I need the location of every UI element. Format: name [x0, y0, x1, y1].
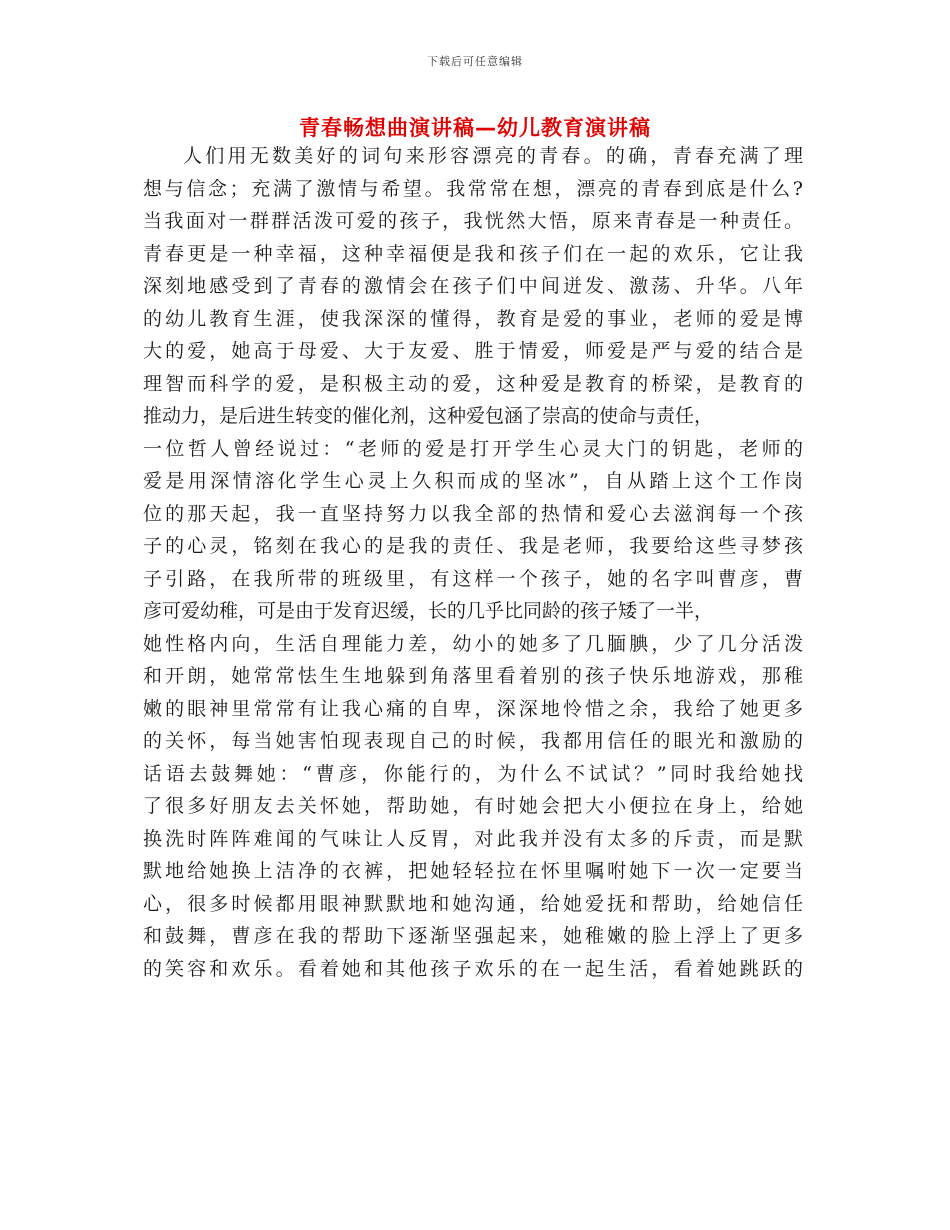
text-line: 话语去鼓舞她：“曹彦，你能行的，为什么不试试？”同时我给她找: [143, 762, 803, 785]
text-line: 默地给她换上洁净的衣裤，把她轻轻拉在怀里嘱咐她下一次一定要当: [143, 860, 803, 882]
text-line: 她性格内向，生活自理能力差，幼小的她多了几腼腆，少了几分活泼: [143, 632, 803, 655]
body-text: [143, 140, 803, 985]
text-line: 嫩的眼神里常常有让我心痛的自卑，深深地怜惜之余，我给了她更多: [143, 697, 803, 720]
text-line: 当我面对一群群活泼可爱的孩子，我恍然大悟，原来青春是一种责任。: [143, 210, 803, 232]
text-line: 大的爱，她高于母爱、大于友爱、胜于情爱，师爱是严与爱的结合是: [143, 340, 803, 362]
text-line: 想与信念；充满了激情与希望。我常常在想，漂亮的青春到底是什么?: [143, 177, 803, 200]
text-line: 的关怀，每当她害怕现表现自己的时候，我都用信任的眼光和激励的: [143, 730, 803, 752]
text-line: 青春更是一种幸福，这种幸福便是我和孩子们在一起的欢乐，它让我: [143, 242, 803, 265]
text-line: 深刻地感受到了青春的激情会在孩子们中间迸发、激荡、升华。八年: [143, 275, 803, 297]
text-line: 一位哲人曾经说过：“老师的爱是打开学生心灵大门的钥匙，老师的: [143, 437, 803, 460]
text-line: 理智而科学的爱，是积极主动的爱，这种爱是教育的桥梁，是教育的: [143, 372, 803, 395]
text-line: 子引路，在我所带的班级里，有这样一个孩子，她的名字叫曹彦，曹: [143, 567, 803, 590]
text-line: 和鼓舞，曹彦在我的帮助下逐渐坚强起来，她稚嫩的脸上浮上了更多: [143, 925, 803, 947]
text-line: 子的心灵，铭刻在我心的是我的责任、我是老师，我要给这些寻梦孩: [143, 535, 803, 557]
text-line: 彦可爱幼稚，可是由于发育迟缓，长的几乎比同龄的孩子矮了一半，: [143, 600, 714, 622]
page-header: 下载后可任意编辑: [427, 55, 523, 68]
text-line: 换洗时阵阵难闻的气味让人反胃，对此我并没有太多的斥责，而是默: [143, 827, 803, 850]
text-line: 位的那天起，我一直坚持努力以我全部的热情和爱心去滋润每一个孩: [143, 502, 803, 525]
text-line: 心，很多时候都用眼神默默地和她沟通，给她爱抚和帮助，给她信任: [143, 892, 803, 915]
text-line: 了很多好朋友去关怀她，帮助她，有时她会把大小便拉在身上，给她: [143, 795, 803, 817]
text-line: 的幼儿教育生涯，使我深深的懂得，教育是爱的事业，老师的爱是博: [143, 307, 803, 330]
document-title: 青春畅想曲演讲稿—幼儿教育演讲稿: [299, 116, 651, 140]
text-line: 推动力，是后进生转变的催化剂，这种爱包涵了崇高的使命与责任，: [143, 405, 714, 427]
text-line: 人们用无数美好的词句来形容漂亮的青春。的确，青春充满了理: [183, 145, 803, 167]
text-line: 爱是用深情溶化学生心灵上久积而成的坚冰”，自从踏上这个工作岗: [143, 470, 803, 492]
text-line: 和开朗，她常常怯生生地躲到角落里看着别的孩子快乐地游戏，那稚: [143, 665, 803, 687]
text-line: 的笑容和欢乐。看着她和其他孩子欢乐的在一起生活，看着她跳跃的: [143, 957, 803, 980]
